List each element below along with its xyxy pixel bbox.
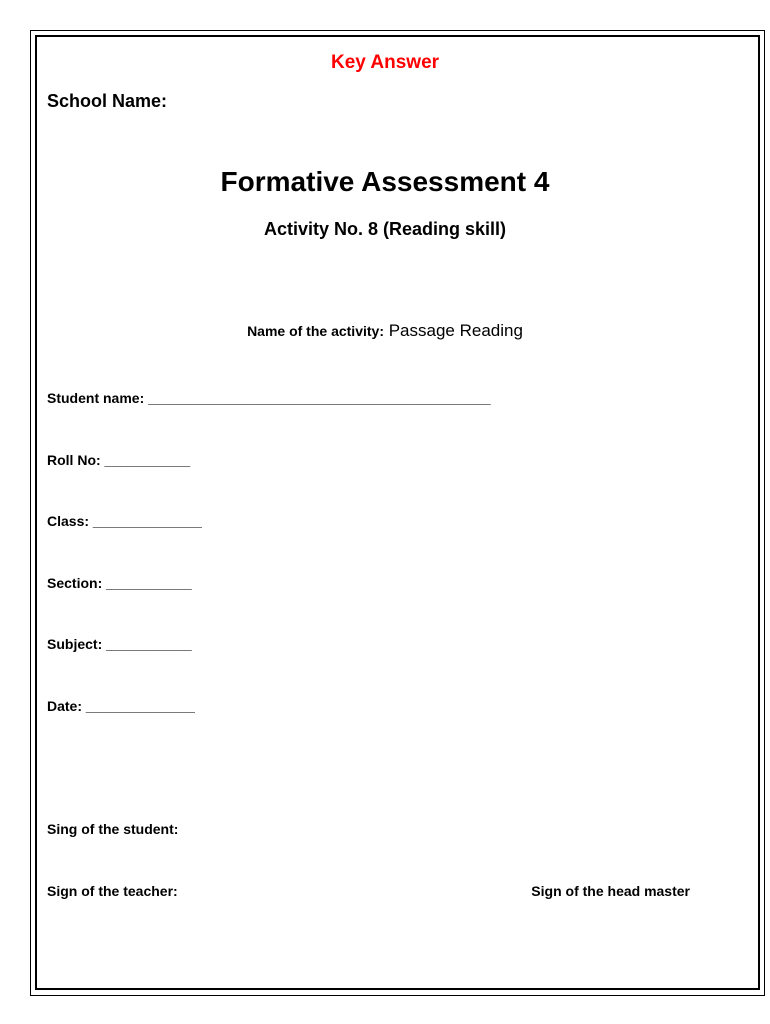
subject-field: Subject: ___________ — [47, 636, 192, 652]
teacher-signature-label: Sign of the teacher: — [47, 883, 178, 899]
head-master-signature-label: Sign of the head master — [531, 883, 690, 899]
activity-name-line — [0, 321, 770, 341]
roll-no-field: Roll No: ___________ — [47, 452, 191, 468]
date-field: Date: ______________ — [47, 698, 195, 714]
student-signature-label: Sing of the student: — [47, 821, 179, 837]
school-name-label: School Name: — [47, 91, 168, 111]
class-field: Class: ______________ — [47, 513, 202, 529]
activity-number: Activity No. 8 (Reading skill) — [263, 219, 507, 239]
page-title: Formative Assessment 4 — [220, 166, 550, 197]
activity-name-value: Passage Reading — [384, 321, 523, 340]
section-field: Section: ___________ — [47, 575, 192, 591]
activity-name-label: Name of the activity: — [247, 323, 384, 339]
key-answer-heading: Key Answer — [330, 52, 440, 73]
student-name-field: Student name: ____________________________________________ — [47, 390, 491, 406]
